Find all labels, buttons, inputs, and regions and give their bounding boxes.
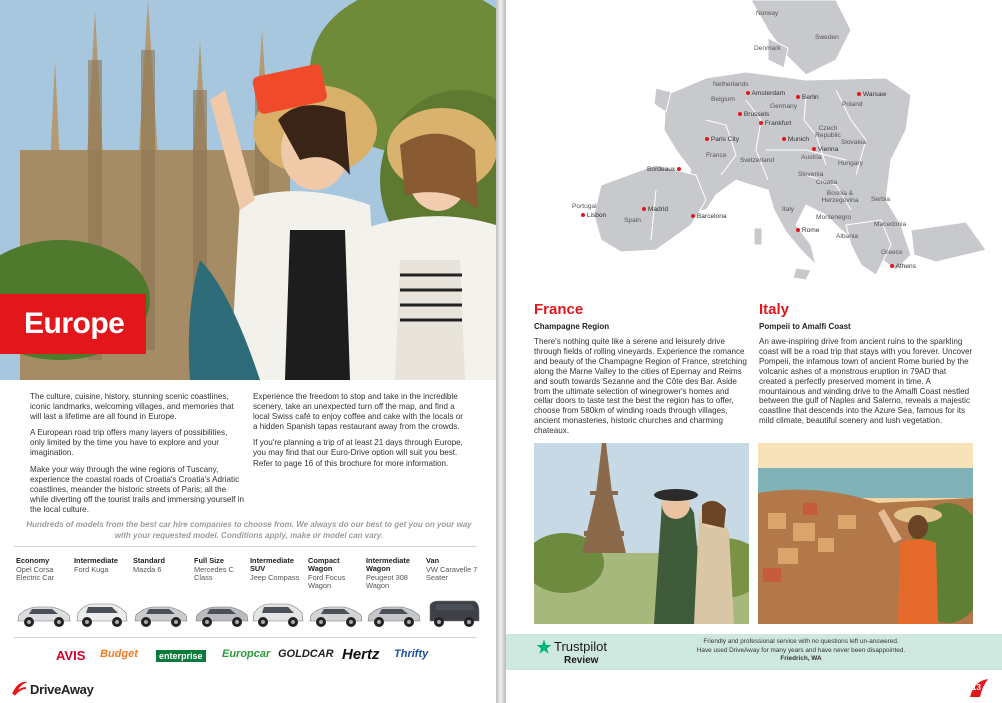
intro-paragraph: If you're planning a trip of at least 21 days through Europe, you may find that our Euro-Drive option will suit you best. Refer to page 16 of this brochure for more information.	[253, 438, 463, 468]
region-subtitle-france: Champagne Region	[534, 322, 610, 331]
avis-logo: AVIS	[56, 648, 86, 663]
budget-logo: Budget	[100, 648, 138, 660]
map-city-frankfurt: Frankfurt	[759, 120, 791, 127]
map-city-barcelona: Barcelona	[691, 213, 727, 220]
car-image	[194, 597, 250, 629]
page-number-badge	[968, 677, 990, 699]
divider	[14, 546, 476, 547]
car-category: Full Size	[194, 556, 224, 565]
map-city-paris: Paris City	[705, 136, 739, 143]
map-label-country: Macedonia	[874, 221, 907, 228]
car-model: Jeep Compass	[250, 573, 300, 582]
driveaway-logo	[10, 676, 130, 700]
map-label-country: Slovakia	[841, 139, 866, 146]
car-image	[308, 597, 364, 629]
car-image	[366, 597, 422, 629]
divider	[14, 637, 476, 638]
map-label-country: Spain	[624, 217, 641, 224]
map-label-country: Belgium	[711, 96, 735, 103]
europe-title: Europe	[24, 307, 125, 340]
car-category: Van	[426, 556, 440, 565]
car-model: VW Caravelle 7 Seater	[426, 565, 478, 582]
europe-map	[506, 0, 1002, 300]
car-image	[250, 597, 306, 629]
review-quote	[636, 638, 966, 664]
region-title-italy: Italy	[759, 301, 790, 318]
right-page	[506, 0, 1002, 703]
partner-logos	[50, 648, 450, 668]
map-label-country: Montenegro	[816, 214, 852, 221]
enterprise-logo: enterprise	[156, 650, 206, 662]
map-city-madrid: Madrid	[642, 206, 668, 213]
region-title-france: France	[534, 301, 584, 318]
car-item-full-size	[194, 557, 252, 582]
map-label-country: Slovenia	[798, 171, 824, 178]
car-category: Economy	[16, 556, 50, 565]
driveaway-brand-name: DriveAway	[30, 682, 94, 697]
hero-photo-sagrada-familia-selfie	[0, 0, 496, 380]
car-model: Peugeot 308 Wagon	[366, 573, 408, 590]
intro-paragraph: A European road trip offers many layers of possibilities, only limited by the time you have to explore and your imagination.	[30, 428, 228, 458]
car-item-intermediate-wagon	[366, 557, 424, 590]
map-city-lisbon: Lisbon	[581, 212, 606, 219]
car-category: Standard	[133, 556, 166, 565]
map-label-country: Switzerland	[740, 157, 775, 164]
car-category: Intermediate Wagon	[366, 556, 410, 573]
map-label-country: Poland	[842, 101, 863, 108]
car-category: Compact Wagon	[308, 556, 340, 573]
intro-paragraph: The culture, cuisine, history, stunning scenic coastlines, iconic landmarks, welcoming villages, and memories that will last a lifetime are all found in Europe.	[30, 392, 234, 422]
map-city-berlin: Berlin	[796, 94, 819, 101]
car-models-disclaimer: Hundreds of models from the best car hire companies to choose from. We always do our best to get you on your way with your requested model. Conditions apply, make or model can vary.	[26, 520, 472, 540]
photo-eiffel-tower-women	[534, 443, 749, 624]
region-subtitle-italy: Pompeii to Amalfi Coast	[759, 322, 851, 331]
left-page	[0, 0, 496, 703]
map-label-country: France	[706, 152, 727, 159]
car-model: Ford Kuga	[74, 565, 109, 574]
intro-column-right	[253, 392, 467, 475]
car-model: Ford Focus Wagon	[308, 573, 346, 590]
intro-paragraph: Make your way through the wine regions of Tuscany, experience the coastal roads of Croatia's Croatia's Adriatic coastlines, meander the historic streets of Paris; all the while diverting off the tourist trails and immersing yourself in the local culture.	[30, 464, 244, 514]
thrifty-logo: Thrifty	[394, 648, 429, 660]
map-label-country: Netherlands	[713, 81, 749, 88]
car-image	[133, 597, 189, 629]
map-label-country: Albania	[836, 233, 858, 240]
car-item-economy	[16, 557, 74, 582]
map-label-country: Sweden	[815, 34, 839, 41]
hertz-logo: Hertz	[342, 646, 380, 663]
map-label-country: Croatia	[816, 179, 838, 186]
review-author: Friedrich, WA	[780, 655, 822, 663]
region-body-france: There's nothing quite like a serene and leisurely drive through fields of rolling vineyards. Experience the romance and beauty of the Champagne Region of France, stretching along the Marne Valley to the cities of Epernay and Reims and south towards Sezanne and the Côte des Bar. Aside from the ultimate selection of winegrower's homes and cellar doors to taste test the best the region has to offer, choose from 580km of winding roads through villages, ancient monasteries, historic churches and charming chateaux.	[534, 337, 747, 436]
map-label-country: Denmark	[754, 45, 781, 52]
map-city-bordeaux: Bordeaux	[647, 166, 681, 173]
car-item-standard	[133, 557, 191, 574]
map-label-country: Norway	[756, 10, 779, 17]
trustpilot-review-label: Review	[564, 655, 599, 666]
trustpilot-name: Trustpilot	[554, 639, 607, 654]
map-label-country: Greece	[881, 249, 903, 256]
map-city-amsterdam: Amsterdam	[746, 90, 785, 97]
region-body-italy: An awe-inspiring drive from ancient ruins to the sparkling coast will be a road trip that stays with you forever. Uncover Pompeii, the infamous town of ancient Rome buried by the volcanic ashes of a monstrous eruption in 79AD that created a perfectly preserved moment in time. A mountainous and winding drive to the Amalfi Coast nestled between the gulf of Naples and Salerno, reveals a majestic coastline that descends into the Azure Sea, famous for its mild climate, beautiful scenery and lush vegetation.	[759, 337, 973, 426]
car-item-intermediate	[74, 557, 132, 574]
map-city-athens: Athens	[890, 263, 916, 270]
car-image	[74, 597, 130, 629]
car-category-strip	[16, 557, 482, 637]
car-item-compact-wagon	[308, 557, 366, 590]
map-label-country: Germany	[770, 103, 798, 110]
car-category: Intermediate	[74, 556, 118, 565]
car-model: Mercedes C Class	[194, 565, 234, 582]
car-image	[426, 597, 482, 629]
map-label-country: Austria	[801, 154, 822, 161]
map-label-country: Serbia	[871, 196, 891, 203]
map-city-warsaw: Warsaw	[857, 91, 886, 98]
car-model: Opel Corsa Electric Car	[16, 565, 55, 582]
map-label-country: Czech Republic	[815, 125, 841, 139]
map-city-vienna: Vienna	[812, 146, 838, 153]
europe-title-banner	[0, 294, 146, 354]
review-quote-line: Friendly and professional service with no questions left un-answered.	[703, 638, 899, 645]
map-city-rome: Rome	[796, 227, 819, 234]
goldcar-logo: GOLDCAR	[278, 648, 334, 660]
review-quote-line: Have used DriveAway for many years and have never been disappointed.	[696, 646, 906, 654]
trustpilot-review-banner	[506, 634, 1002, 670]
europcar-logo: Europcar	[222, 648, 271, 660]
car-category: Intermediate SUV	[250, 556, 294, 573]
car-item-intermediate-suv	[250, 557, 308, 582]
car-item-van	[426, 557, 484, 582]
map-label-country: Portugal	[572, 203, 597, 210]
car-image	[16, 597, 72, 629]
intro-column-left	[30, 392, 244, 521]
map-label-country: Bosnia & Herzegovina	[821, 190, 859, 204]
photo-amalfi-coast-woman	[758, 443, 973, 624]
driveaway-swoosh-icon	[10, 678, 30, 698]
car-model: Mazda 6	[133, 565, 162, 574]
map-label-country: Hungary	[838, 160, 863, 167]
map-label-country: Italy	[782, 206, 795, 213]
map-city-munich: Munich	[782, 136, 809, 143]
trustpilot-star-icon	[536, 639, 552, 655]
page-number: 13	[972, 683, 981, 692]
map-city-brussels: Brussels	[738, 111, 769, 118]
intro-paragraph: Experience the freedom to stop and take in the incredible scenery, take an unexpected turn off the map, and find a local Swiss café to enjoy coffee and cake with the locals or a hidden Spanish tapas restaurant away from the crowds.	[253, 392, 463, 432]
book-gutter	[496, 0, 506, 703]
